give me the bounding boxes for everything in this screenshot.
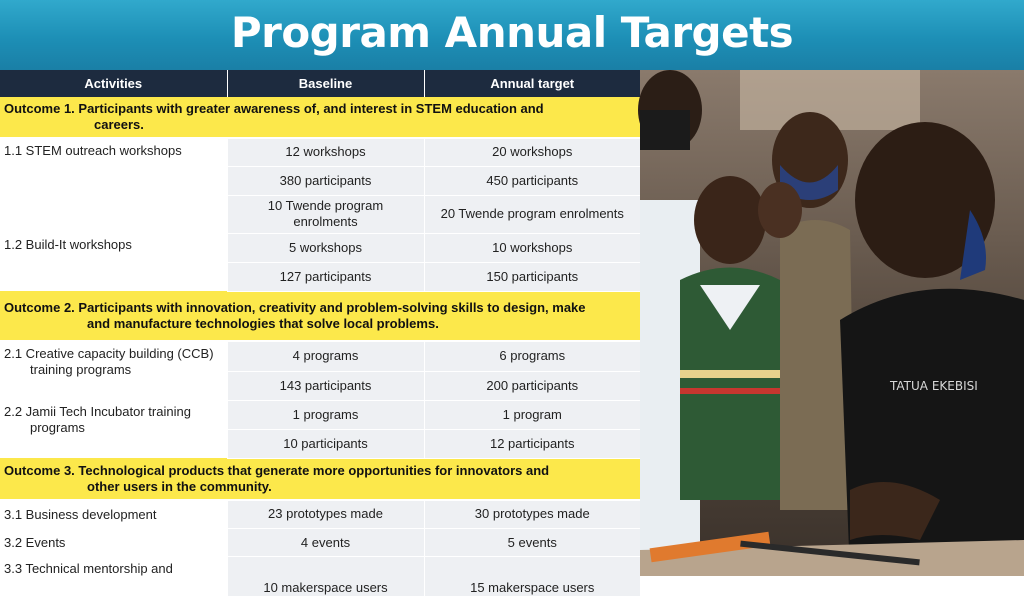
outcome-1-row — [0, 97, 640, 138]
outcome-2-line2: and manufacture technologies that solve local problems. — [87, 315, 439, 331]
activity-2-2-line2: programs — [30, 420, 85, 435]
target-cell: 20 workshops — [424, 138, 640, 166]
activity-1-2: 1.2 Build-It workshops — [0, 233, 227, 291]
activity-3-2: 3.2 Events — [0, 529, 227, 557]
outcome-3-row — [0, 458, 640, 500]
baseline-cell: 143 participants — [227, 371, 424, 400]
baseline-cell: 12 workshops — [227, 138, 424, 166]
target-cell: 150 participants — [424, 262, 640, 291]
target-cell: 20 Twende program enrolments — [424, 195, 640, 233]
table-header-row — [0, 70, 640, 97]
target-cell: 10 workshops — [424, 233, 640, 262]
table-row — [0, 400, 640, 429]
workshop-photo-illustration — [640, 70, 1024, 576]
header-baseline: Baseline — [227, 70, 424, 97]
target-cell: 5 events — [424, 529, 640, 557]
baseline-cell: 4 programs — [227, 341, 424, 371]
target-cell: 6 programs — [424, 341, 640, 371]
table-row — [0, 500, 640, 529]
activity-2-1-line2: training programs — [30, 362, 132, 377]
baseline-cell: 1 programs — [227, 400, 424, 429]
activity-2-1 — [0, 341, 227, 400]
target-cell: 1 program — [424, 400, 640, 429]
activity-2-2 — [0, 400, 227, 458]
slide-header — [0, 0, 1024, 70]
slide-title: Program Annual Targets — [230, 7, 794, 57]
target-cell: 15 makerspace users — [424, 557, 640, 597]
baseline-cell: 5 workshops — [227, 233, 424, 262]
outcome-2-row — [0, 291, 640, 341]
activity-2-2-line1: 2.2 Jamii Tech Incubator training — [4, 404, 191, 419]
target-cell: 12 participants — [424, 429, 640, 458]
targets-table-container — [0, 70, 640, 595]
baseline-cell: 127 participants — [227, 262, 424, 291]
header-annual-target: Annual target — [424, 70, 640, 97]
table-row — [0, 341, 640, 371]
outcome-3-line1: Outcome 3. Technological products that generate more opportunities for innovators and — [4, 462, 550, 478]
shirt-text: TATUA EKEBISI — [890, 379, 978, 393]
baseline-cell: 10 Twende program enrolments — [227, 195, 424, 233]
targets-table — [0, 70, 640, 597]
header-activities: Activities — [0, 70, 227, 97]
outcome-2-line1: Outcome 2. Participants with innovation, creativity and problem-solving skills to design, make — [4, 299, 586, 315]
outcome-1-line1: Outcome 1. Participants with greater awareness of, and interest in STEM education and — [4, 101, 544, 116]
table-row — [0, 557, 640, 597]
table-row — [0, 529, 640, 557]
baseline-cell: 10 makerspace users — [227, 557, 424, 597]
target-cell: 200 participants — [424, 371, 640, 400]
activity-3-3: 3.3 Technical mentorship and — [0, 557, 227, 597]
workshop-photo — [640, 70, 1024, 576]
activity-3-1: 3.1 Business development — [0, 500, 227, 529]
baseline-cell: 10 participants — [227, 429, 424, 458]
table-row — [0, 138, 640, 166]
baseline-cell: 380 participants — [227, 166, 424, 195]
baseline-cell: 23 prototypes made — [227, 500, 424, 529]
target-cell: 30 prototypes made — [424, 500, 640, 529]
baseline-cell: 4 events — [227, 529, 424, 557]
activity-1-1: 1.1 STEM outreach workshops — [0, 138, 227, 233]
table-row — [0, 233, 640, 262]
activity-2-1-line1: 2.1 Creative capacity building (CCB) — [4, 346, 214, 361]
outcome-3-line2: other users in the community. — [87, 478, 272, 494]
target-cell: 450 participants — [424, 166, 640, 195]
outcome-1-line2: careers. — [94, 117, 144, 132]
